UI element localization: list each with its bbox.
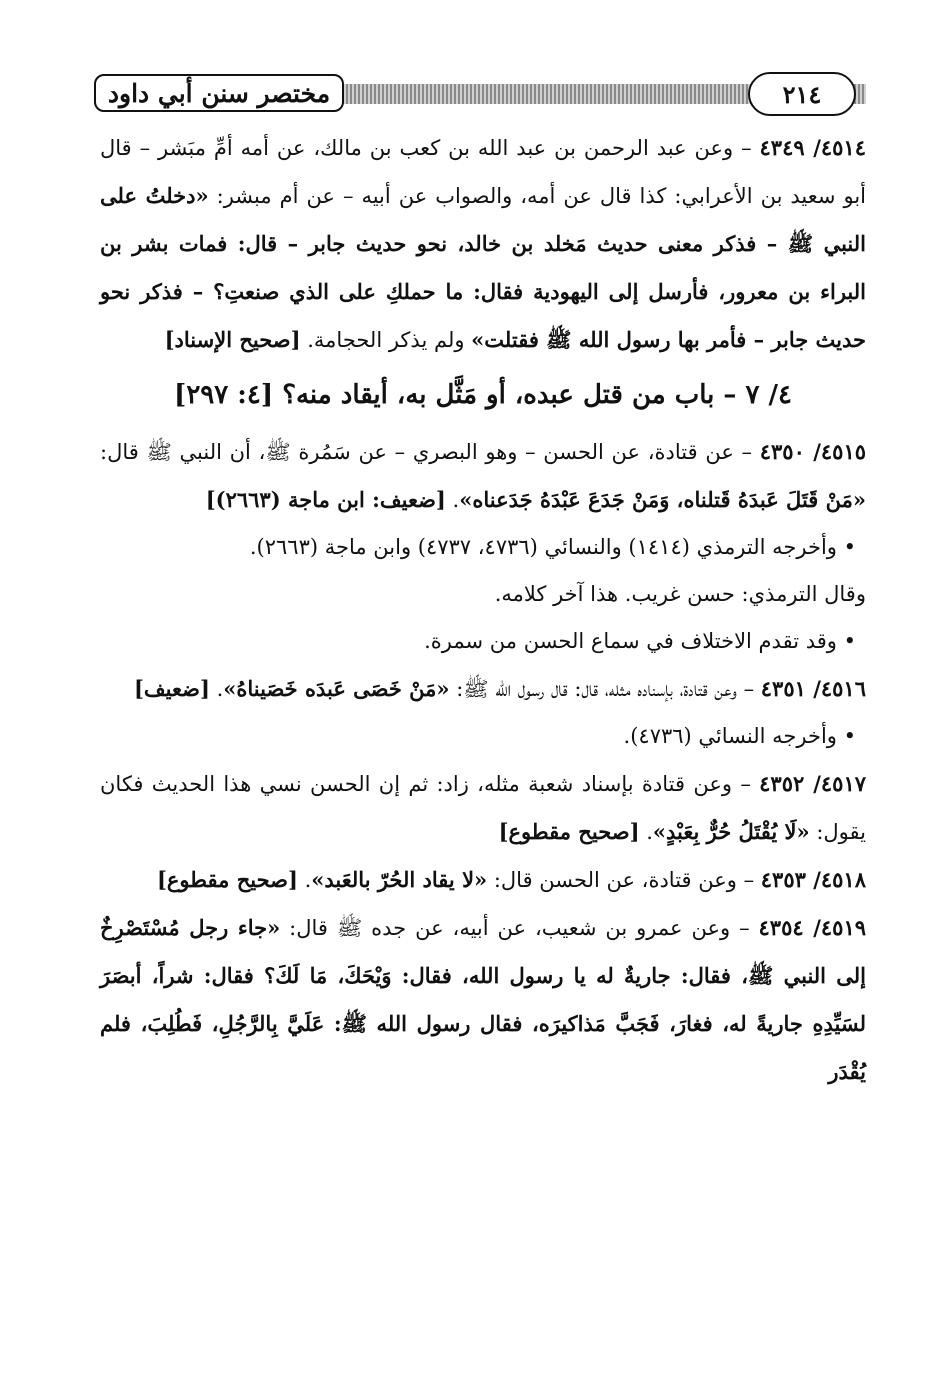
hadith-text: «دخلتُ على النبي ﷺ – فذكر معنى حديث مَخلد بن خالد، نحو حديث جابر – قال: فمات بشر بن البراء بن معرور، فأرسل إلى اليهودية فقال: ما حملكِ على الذي صنعتِ؟ – فذكر نحو حديث جابر – فأمر بها رسول الله ﷺ فقتلت» bbox=[100, 183, 866, 352]
takhrij-note: • وأخرجه الترمذي (١٤١٤) والنسائي (٤٧٣٦، ٤٧٣٧) وابن ماجة (٢٦٦٣). bbox=[249, 535, 856, 559]
hadith-remark: . bbox=[639, 820, 653, 844]
hadith-text: «مَنْ قَتَلَ عَبدَهُ قَتلناه، وَمَنْ جَدَعَ عَبْدَهُ جَدَعناه» bbox=[459, 487, 866, 512]
hadith-text: «لا يقاد الحُرّ بالعَبد» bbox=[311, 867, 488, 892]
takhrij-note: • وقد تقدم الاختلاف في سماع الحسن من سمرة. bbox=[424, 629, 856, 653]
hadith-remark: . bbox=[209, 677, 224, 701]
hadith-remark: . bbox=[297, 868, 312, 892]
hadith-text: «لَا يُقْتَلُ حُرٌّ بِعَبْدٍ» bbox=[652, 819, 810, 844]
hadith-4516 bbox=[100, 665, 866, 713]
running-header bbox=[94, 72, 866, 118]
hadith-4518 bbox=[100, 856, 866, 904]
hadith-grade: [صحيح الإسناد] bbox=[164, 327, 301, 352]
takhrij-note: • وأخرجه النسائي (٤٧٣٦). bbox=[623, 724, 856, 748]
hadith-chain: – وعن قتادة، عن الحسن قال: bbox=[487, 868, 761, 892]
hadith-chain: – وعن قتادة بإسناد شعبة مثله، زاد: ثم إن الحسن نسي هذا الحديث فكان يقول: bbox=[100, 772, 866, 844]
hadith-number: ٤٥١٦/ ٤٣٥١ bbox=[760, 676, 866, 701]
hadith-grade: [ضعيف] bbox=[133, 676, 210, 701]
chapter-heading: ٤/ ٧ – باب من قتل عبده، أو مَثَّل به، أيقاد منه؟ [٤: ٢٩٧] bbox=[174, 380, 792, 410]
hadith-grade: [صحيح مقطوع] bbox=[498, 819, 640, 844]
hadith-number: ٤٥١٤/ ٤٣٤٩ bbox=[759, 135, 866, 160]
hadith-4517 bbox=[100, 760, 866, 856]
book-title-box: مختصر سنن أبي داود bbox=[94, 74, 344, 112]
page-content bbox=[100, 124, 866, 1096]
hadith-chain: – وعن عمرو بن شعيب، عن أبيه، عن جده ﷺ قال: bbox=[280, 916, 759, 940]
hadith-4514 bbox=[100, 124, 866, 364]
hadith-remark: . bbox=[445, 488, 460, 512]
hadith-number: ٤٥١٨/ ٤٣٥٣ bbox=[760, 867, 866, 892]
tirmidhi-remark: وقال الترمذي: حسن غريب. هذا آخر كلامه. bbox=[494, 582, 866, 606]
hadith-text: «مَنْ خَصَى عَبدَه خَصَيناهُ» bbox=[223, 676, 450, 701]
hadith-chain: – وعن قتادة، بإسناده مثله، قال: قال رسول الله ﷺ: bbox=[449, 677, 761, 701]
hadith-number: ٤٥١٧/ ٤٣٥٢ bbox=[759, 771, 867, 796]
hadith-text: «جاء رجل مُسْتَصْرِخٌ إلى النبي ﷺ، فقال: جاريةٌ له يا رسول الله، فقال: وَيْحَكَ، مَا لَكَ؟ فقال: شراً، أبصَرَ لسَيِّدِهِ جاريةً له، فغارَ، فَجَبَّ مَذاكيرَه، فقال رسول الله ﷺ: عَلَيَّ بِالرَّجُلِ، فَطُلِبَ، فلم يُقْدَر bbox=[100, 915, 866, 1084]
hadith-grade: [صحيح مقطوع] bbox=[156, 867, 298, 892]
hadith-chain: – عن قتادة، عن الحسن – وهو البصري – عن سَمُرة ﷺ، أن النبي ﷺ قال: bbox=[100, 440, 760, 464]
hadith-4519 bbox=[100, 904, 866, 1096]
hadith-4515 bbox=[100, 428, 866, 524]
hadith-number: ٤٥١٩/ ٤٣٥٤ bbox=[758, 915, 867, 940]
hadith-number: ٤٥١٥/ ٤٣٥٠ bbox=[759, 439, 867, 464]
hadith-grade: [ضعيف: ابن ماجة (٢٦٦٣)] bbox=[205, 487, 446, 512]
hadith-chain: – وعن عبد الرحمن بن عبد الله بن كعب بن مالك، عن أمه أمِّ مبَشر – قال أبو سعيد بن الأعرابي: كذا قال عن أمه، والصواب عن أبيه – عن أم مبشر: bbox=[100, 136, 867, 208]
page-number: ٢١٤ bbox=[748, 72, 856, 116]
hadith-remark: ولم يذكر الحجامة. bbox=[300, 328, 472, 352]
